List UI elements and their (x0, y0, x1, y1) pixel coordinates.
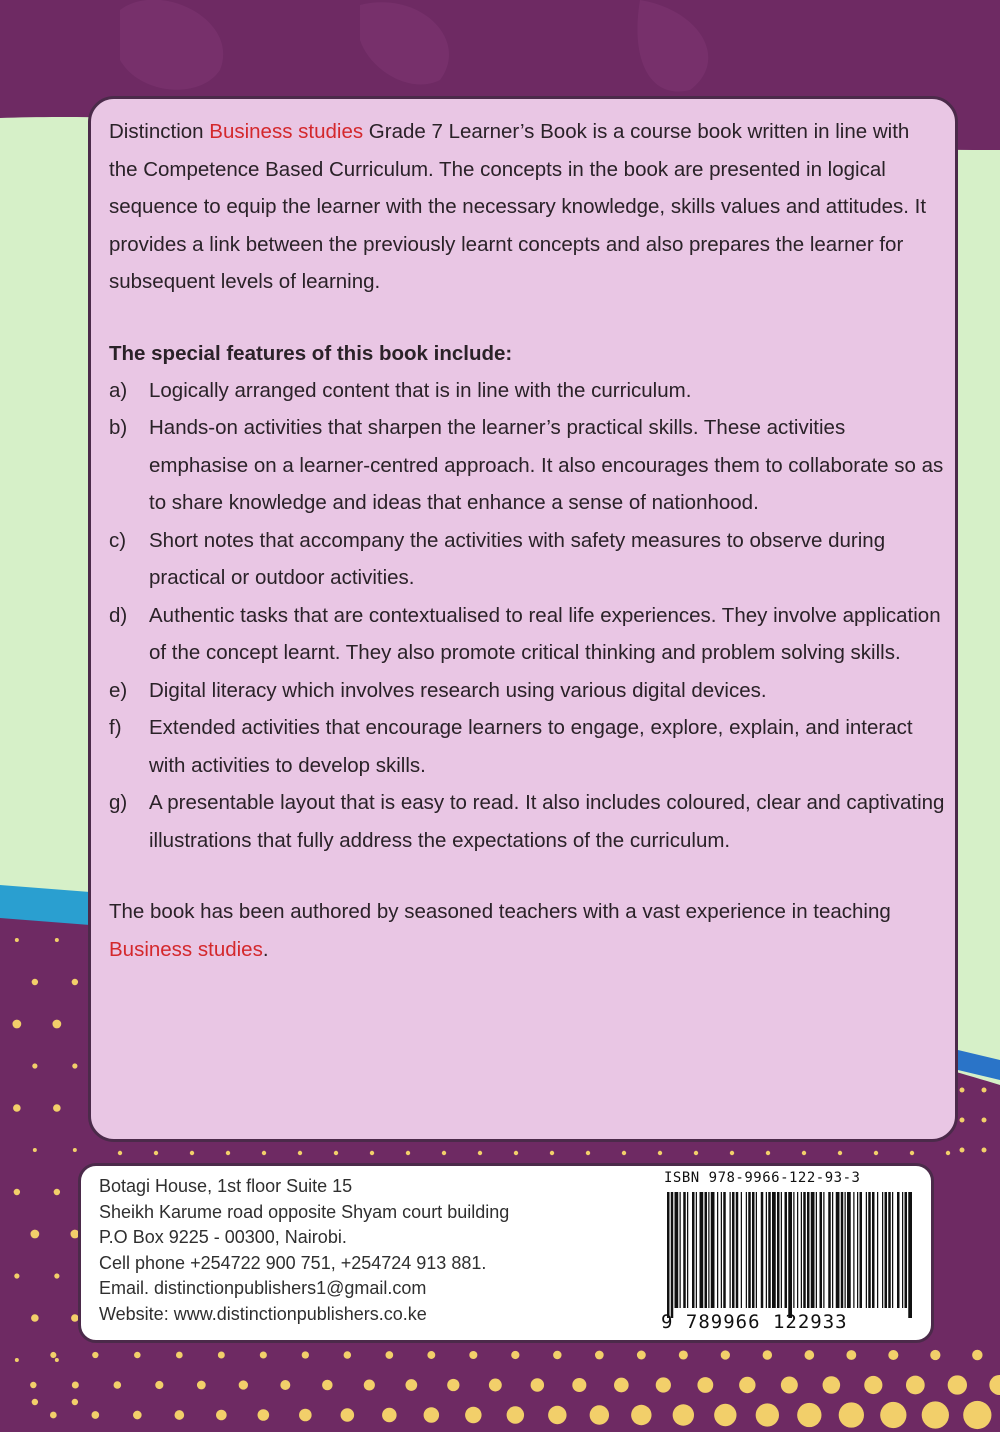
barcode-image (665, 1192, 915, 1318)
feature-text: Hands-on activities that sharpen the learner’s practical skills. These activities emphasise on a learner-centred approach. It also encourages them to collaborate so as to share knowledge and ideas that enhance a sense of nationhood. (149, 416, 944, 514)
closing-text: The book has been authored by seasoned teachers with a vast experience in teaching (109, 900, 891, 923)
intro-paragraph (109, 113, 939, 301)
email-address: Email. distinctionpublishers1@gmail.com (99, 1278, 427, 1298)
subject-highlight: Business studies (209, 120, 364, 143)
feature-list (109, 372, 955, 860)
feature-item-f (109, 709, 949, 784)
phone-numbers: Cell phone +254722 900 751, +254724 913 881. (99, 1252, 487, 1273)
po-box: P.O Box 9225 - 00300, Nairobi. (99, 1227, 347, 1247)
feature-marker: a) (109, 378, 128, 402)
feature-item-d (109, 597, 949, 672)
feature-text: Authentic tasks that are contextualised to real life experiences. They involve application of the concept learnt. They also promote critical thinking and problem solving skills. (149, 603, 941, 664)
feature-text: Short notes that accompany the activities with safety measures to observe during practical or outdoor activities. (149, 528, 886, 589)
publisher-info-box (78, 1163, 934, 1343)
intro-text-start: Distinction (109, 120, 210, 143)
feature-item-g (109, 784, 949, 859)
feature-marker: b) (109, 416, 128, 439)
feature-marker: c) (109, 528, 127, 552)
address-line-1: Botagi House, 1st floor Suite 15 (99, 1176, 353, 1196)
contact-details (99, 1174, 509, 1327)
website-address: Website: www.distinctionpublishers.co.ke (99, 1303, 427, 1324)
feature-marker: g) (109, 791, 128, 814)
closing-period: . (262, 937, 269, 961)
feature-text: Extended activities that encourage learners to engage, explore, explain, and interact with activities to develop skills. (149, 716, 913, 777)
closing-paragraph (109, 893, 939, 968)
feature-marker: e) (109, 678, 128, 702)
intro-text-rest: Grade 7 Learner’s Book is a course book written in line with the Competence Based Curriculum. The concepts in the book are presented in logical sequence to equip the learner with the necessary knowledge, skills values and attitudes. It provides a link between the previously learnt concepts and also prepares the learner for subsequent levels of learning. (109, 120, 927, 293)
subject-highlight: Business studies (109, 937, 263, 961)
features-heading: The special features of this book include: (109, 341, 513, 365)
feature-item-a (109, 372, 949, 410)
barcode-digits: 9 789966 122933 (661, 1311, 848, 1333)
blurb-panel (88, 96, 958, 1142)
feature-text: Digital literacy which involves research using various digital devices. (149, 678, 767, 702)
feature-text: A presentable layout that is easy to read. It also includes coloured, clear and captivating illustrations that fully address the expectations of the curriculum. (149, 791, 945, 852)
isbn-label: ISBN 978-9966-122-93-3 (664, 1170, 861, 1186)
feature-marker: f) (109, 716, 122, 739)
feature-item-c (109, 522, 949, 597)
address-line-2: Sheikh Karume road opposite Shyam court building (99, 1201, 510, 1222)
feature-item-e (109, 672, 949, 710)
feature-marker: d) (109, 603, 128, 627)
feature-text: Logically arranged content that is in line with the curriculum. (149, 378, 692, 402)
feature-item-b (109, 409, 949, 522)
